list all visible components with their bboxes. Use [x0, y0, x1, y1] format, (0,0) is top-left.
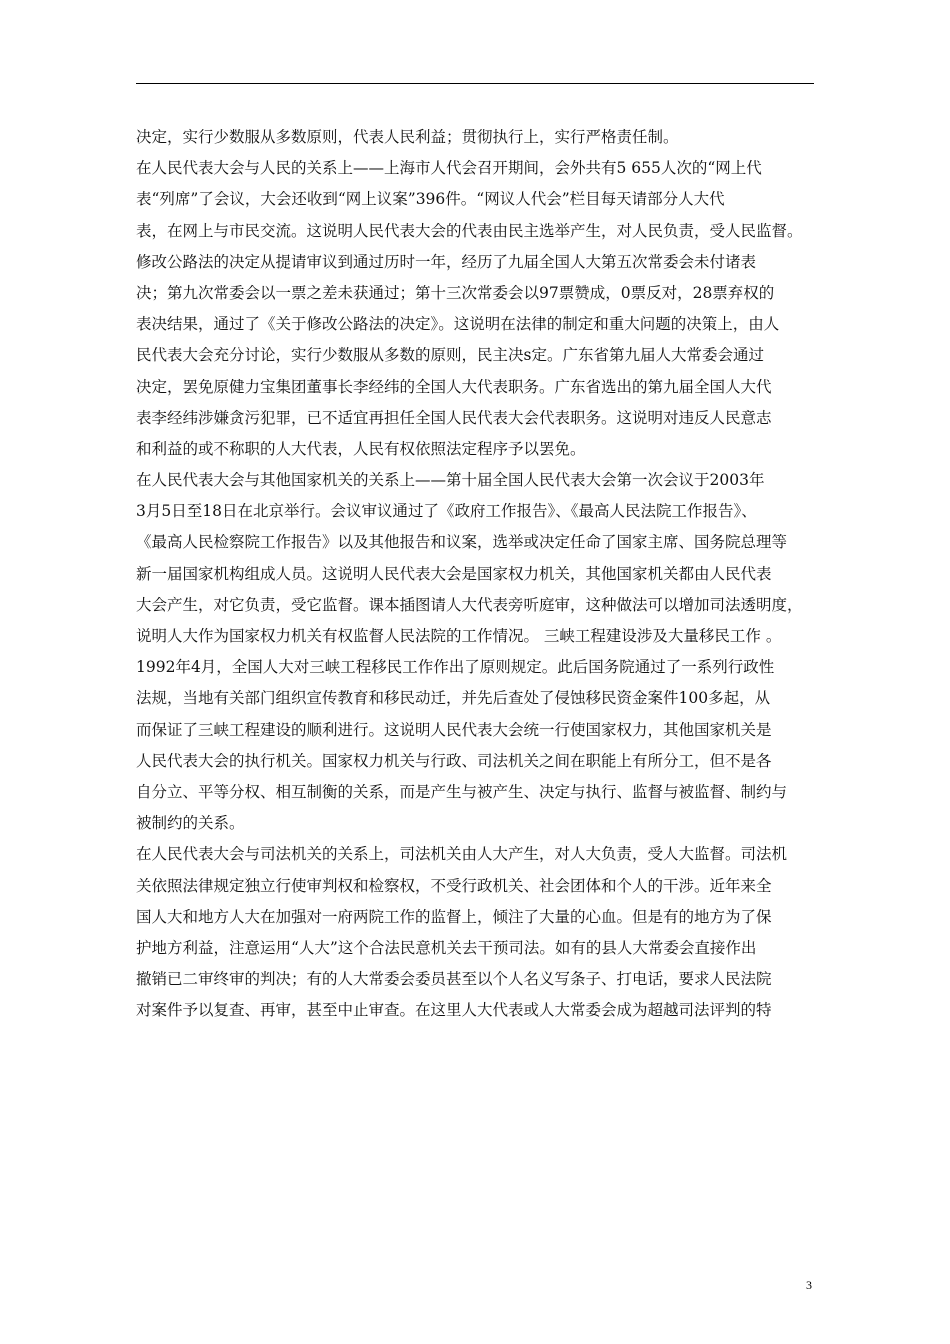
text-line: 护地方利益，注意运用“人大”这个合法民意机关去干预司法。如有的县人大常委会直接作出	[136, 938, 757, 957]
text-line: 关依照法律规定独立行使审判权和检察权，不受行政机关、社会团体和个人的干涉。近年来全	[136, 876, 772, 895]
text-line: 在人民代表大会与人民的关系上——上海市人代会召开期间，会外共有5 655人次的“网上代	[136, 159, 762, 178]
page-number: 3	[806, 1278, 812, 1292]
text-line: 1992年4月，全国人大对三峡工程移民工作作出了原则规定。此后国务院通过了一系列行政性	[136, 658, 775, 677]
text-line: 法规，当地有关部门组织宣传教育和移民动迁，并先后查处了侵蚀移民资金案件100多起，从	[136, 689, 771, 708]
text-line: 在人民代表大会与其他国家机关的关系上——第十届全国人民代表大会第一次会议于2003年	[136, 471, 765, 490]
text-line: 表决结果，通过了《关于修改公路法的决定》。这说明在法律的制定和重大问题的决策上，由人	[136, 315, 780, 334]
text-line: 人民代表大会的执行机关。国家权力机关与行政、司法机关之间在职能上有所分工，但不是各	[136, 751, 772, 770]
header-rule	[136, 83, 814, 84]
text-line: 说明人大作为国家权力机关有权监督人民法院的工作情况。 三峡工程建设涉及大量移民工作 。	[136, 627, 782, 645]
text-line: 决定，实行少数服从多数原则，代表人民利益；贯彻执行上，实行严格责任制。	[136, 128, 679, 146]
text-line: 撤销已二审终审的判决；有的人大常委会委员甚至以个人名义写条子、打电话，要求人民法院	[136, 970, 772, 989]
text-line: 决定，罢免原健力宝集团董事长李经纬的全国人大代表职务。广东省选出的第九届全国人大代	[136, 377, 772, 396]
text-line: 新一届国家机构组成人员。这说明人民代表大会是国家权力机关，其他国家机关都由人民代表	[136, 564, 772, 583]
text-line: 《最高人民检察院工作报告》以及其他报告和议案，选举或决定任命了国家主席、国务院总理等	[136, 533, 788, 552]
text-line: 表李经纬涉嫌贪污犯罪，已不适宜再担任全国人民代表大会代表职务。这说明对违反人民意志	[136, 408, 772, 427]
text-line: 被制约的关系。	[136, 814, 245, 833]
text-line: 国人大和地方人大在加强对一府两院工作的监督上，倾注了大量的心血。但是有的地方为了保	[136, 907, 772, 926]
text-line: 民代表大会充分讨论，实行少数服从多数的原则，民主决s定。广东省第九届人大常委会通过	[136, 346, 764, 365]
text-line: 而保证了三峡工程建设的顺利进行。这说明人民代表大会统一行使国家权力，其他国家机关是	[136, 720, 772, 739]
body-text	[136, 122, 816, 1026]
text-line: 表，在网上与市民交流。这说明人民代表大会的代表由民主选举产生，对人民负责，受人民监督。	[136, 221, 803, 240]
text-line: 决；第九次常委会以一票之差未获通过；第十三次常委会以97票赞成，0票反对，28票弃权的	[136, 283, 775, 302]
text-line: 3月5日至18日在北京举行。会议审议通过了《政府工作报告》、《最高人民法院工作报告》、	[136, 502, 757, 521]
text-line: 在人民代表大会与司法机关的关系上，司法机关由人大产生，对人大负责，受人大监督。司法机	[136, 845, 788, 864]
text-line: 大会产生，对它负责，受它监督。课本插图请人大代表旁听庭审，这种做法可以增加司法透明度，	[136, 595, 803, 614]
text-line: 对案件予以复查、再审，甚至中止审查。在这里人大代表或人大常委会成为超越司法评判的特	[136, 1001, 772, 1020]
text-line: 修改公路法的决定从提请审议到通过历时一年，经历了九届全国人大第五次常委会未付诸表	[136, 252, 757, 271]
text-line: 自分立、平等分权、相互制衡的关系，而是产生与被产生、决定与执行、监督与被监督、制约与	[136, 782, 788, 801]
text-line: 和利益的或不称职的人大代表，人民有权依照法定程序予以罢免。	[136, 439, 586, 458]
text-line: 表“列席”了会议，大会还收到“网上议案”396件。“网议人代会”栏目每天请部分人大代	[136, 190, 725, 209]
